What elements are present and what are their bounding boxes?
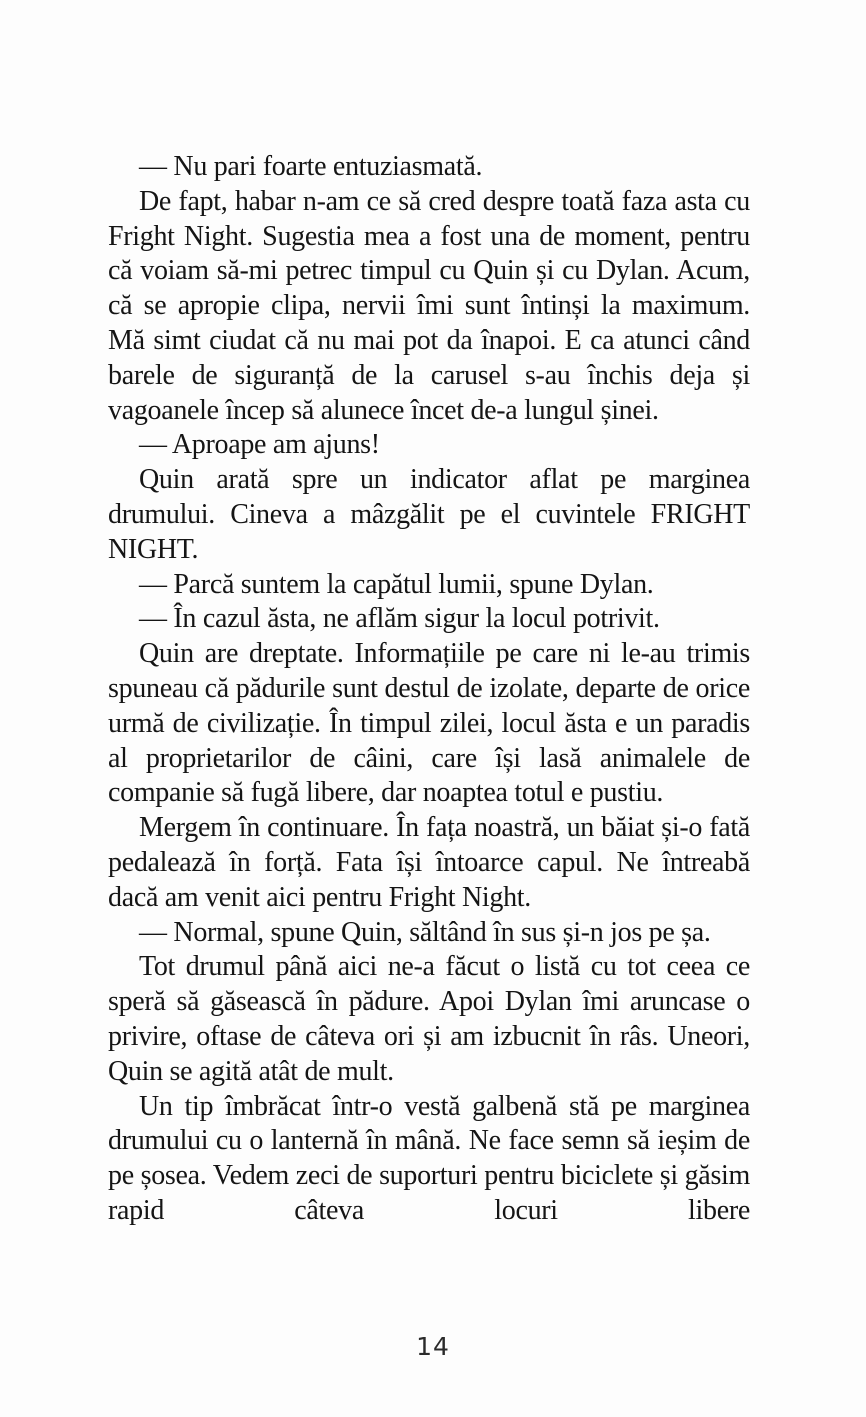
paragraph-narration: Un tip îmbrăcat într-o vestă galbenă stă pe marginea drumului cu o lanternă în mână. Ne face semn să ieșim de pe șosea. Vedem zeci de suporturi pentru biciclete și găsim rapid câteva locuri libere (108, 1090, 750, 1226)
paragraph-narration: Quin are dreptate. Informațiile pe care ni le-au trimis spuneau că pădurile sunt destul de izolate, departe de orice urmă de civilizație. În timpul zilei, locul ăsta e un paradis al proprietarilor de câini, care își lasă animalele de companie să fugă libere, dar noaptea totul e pustiu. (108, 638, 750, 809)
paragraph-dialogue: — Parcă suntem la capătul lumii, spune Dylan. (139, 568, 654, 600)
page-number: 14 (416, 1332, 450, 1361)
paragraph-dialogue: — Nu pari foarte entuziasmată. (139, 151, 483, 182)
paragraph-narration: De fapt, habar n-am ce să cred despre toată faza asta cu Fright Night. Sugestia mea a fost una de moment, pentru că voiam să-mi petrec timpul cu Quin și cu Dylan. Acum, că se apropie clipa, nervii îmi sunt întinși la maximum. Mă simt ciudat că nu mai pot da înapoi. E ca atunci când barele de siguranță de la carusel s-au închis deja și vagoanele încep să alunece încet de-a lungul șinei. (108, 185, 750, 426)
page-text (108, 150, 750, 1229)
paragraph-narration: Quin arată spre un indicator aflat pe marginea drumului. Cineva a mâzgălit pe el cuvintele FRIGHT NIGHT. (108, 464, 750, 565)
paragraph-dialogue: — În cazul ăsta, ne aflăm sigur la locul potrivit. (139, 603, 660, 635)
paragraph-narration: Tot drumul până aici ne-a făcut o listă cu tot ceea ce speră să găsească în pădure. Apoi Dylan îmi aruncase o privire, oftase de câteva ori și am izbucnit în râs. Uneori, Quin se agită atât de mult. (108, 951, 750, 1087)
paragraph-dialogue: — Normal, spune Quin, săltând în sus și-n jos pe șa. (139, 916, 711, 948)
paragraph-narration: Mergem în continuare. În fața noastră, un băiat și-o fată pedalează în forță. Fata își întoarce capul. Ne întreabă dacă am venit aici pentru Fright Night. (108, 812, 750, 913)
paragraph-dialogue: — Aproape am ajuns! (139, 429, 380, 461)
